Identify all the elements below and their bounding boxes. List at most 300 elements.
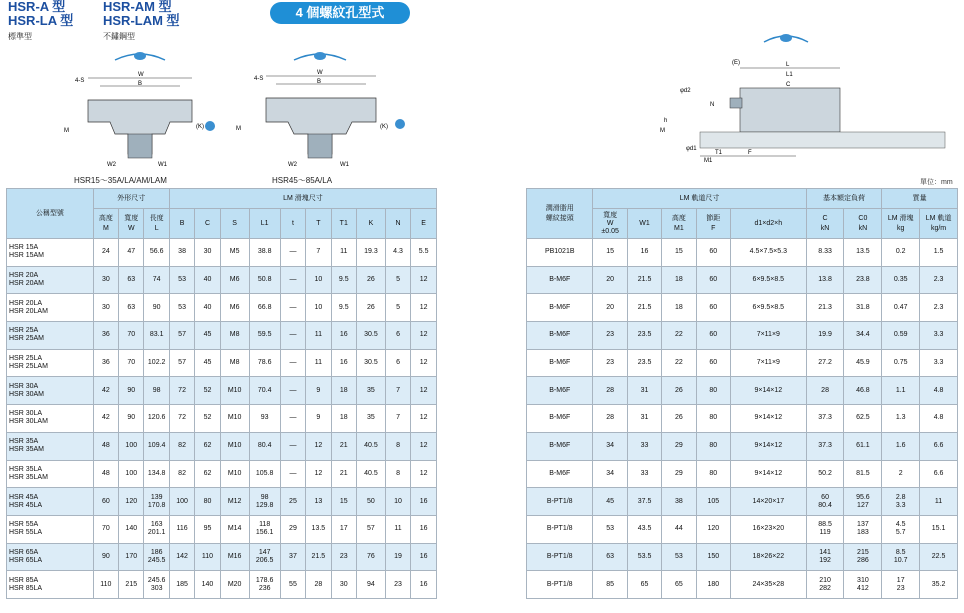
cell-e: 12 [411, 349, 437, 377]
cell-c0: 62.5 [844, 405, 882, 433]
cell-m1: 53 [662, 543, 696, 571]
cell-c0: 31.8 [844, 294, 882, 322]
cell-t1: 30 [331, 571, 356, 599]
cell-w1: 23.5 [627, 322, 661, 350]
left-spec-table [6, 188, 437, 599]
dim-label-n: N [710, 102, 715, 108]
cell-c: 52 [195, 377, 220, 405]
cell-k: 40.5 [356, 432, 385, 460]
dim-label-m: M [236, 126, 241, 132]
cell-model: HSR 35LA HSR 35LAM [7, 460, 94, 488]
cell-c0: 137 183 [844, 515, 882, 543]
cell-w: 85 [593, 571, 627, 599]
cell-t1: 21 [331, 432, 356, 460]
cell-c: 62 [195, 460, 220, 488]
cell-t: 11 [306, 322, 331, 350]
table-row [527, 432, 958, 460]
cell-grease: B-PT1/8 [527, 488, 593, 516]
cell-c: 37.3 [806, 405, 844, 433]
cell-e: 16 [411, 543, 437, 571]
cell-e: 5.5 [411, 239, 437, 267]
cell-block: 0.75 [882, 349, 920, 377]
cell-c0: 46.8 [844, 377, 882, 405]
cell-grease: B-PT1/8 [527, 515, 593, 543]
cell-model: HSR 85A HSR 85LA [7, 571, 94, 599]
cell-m1: 38 [662, 488, 696, 516]
cell-e: 12 [411, 266, 437, 294]
cell-block: 0.35 [882, 266, 920, 294]
cell-t1: 15 [331, 488, 356, 516]
cell-f: 80 [696, 460, 730, 488]
cell-w: 34 [593, 460, 627, 488]
cell-l: 163 201.1 [144, 515, 169, 543]
cell-w1: 53.5 [627, 543, 661, 571]
cell-l: 90 [144, 294, 169, 322]
cell-k: 26 [356, 294, 385, 322]
cell-l: 134.8 [144, 460, 169, 488]
cell-w1: 43.5 [627, 515, 661, 543]
cell-t: 9 [306, 377, 331, 405]
cell-m1: 29 [662, 432, 696, 460]
cell-railkg: 3.3 [920, 322, 958, 350]
cell-s: M10 [220, 405, 249, 433]
block-side-body [740, 88, 840, 132]
cell-n: 4.3 [385, 239, 410, 267]
dim-label-b: B [317, 79, 322, 85]
cell-l1: 98 129.8 [249, 488, 280, 516]
dim-label-k: (K) [380, 124, 388, 130]
cell-b: 53 [169, 266, 194, 294]
cell-n: 10 [385, 488, 410, 516]
cell-c0: 95.6 127 [844, 488, 882, 516]
cell-n: 5 [385, 266, 410, 294]
table-row [527, 515, 958, 543]
cell-d: 9×14×12 [730, 460, 806, 488]
table-row [7, 294, 437, 322]
cell-w: 47 [119, 239, 144, 267]
cell-c: 88.5 119 [806, 515, 844, 543]
block-drawing-large [232, 42, 412, 174]
cell-block: 8.5 10.7 [882, 543, 920, 571]
cell-e: 12 [411, 460, 437, 488]
rail-side [700, 132, 945, 148]
cell-w: 63 [593, 543, 627, 571]
cell-c0: 310 412 [844, 571, 882, 599]
cell-n: 6 [385, 349, 410, 377]
cell-c: 50.2 [806, 460, 844, 488]
cell-k: 57 [356, 515, 385, 543]
cell-d: 6×9.5×8.5 [730, 266, 806, 294]
dim-label-w2: W2 [107, 162, 116, 168]
cell-w1: 31 [627, 405, 661, 433]
cell-c0: 23.8 [844, 266, 882, 294]
table-row [7, 377, 437, 405]
cell-t1: 16 [331, 322, 356, 350]
cell-c: 37.3 [806, 432, 844, 460]
cell-l1: 80.4 [249, 432, 280, 460]
cell-w: 63 [119, 294, 144, 322]
cell-w: 20 [593, 266, 627, 294]
cell-l1: 66.8 [249, 294, 280, 322]
cell-b: 38 [169, 239, 194, 267]
dim-label-w: W [138, 72, 144, 78]
cell-f: 60 [696, 294, 730, 322]
cell-t: 28 [306, 571, 331, 599]
dim-label-w1: W1 [158, 162, 167, 168]
cell-l: 109.4 [144, 432, 169, 460]
rail-section [128, 134, 152, 158]
cell-model: HSR 65A HSR 65LA [7, 543, 94, 571]
col-m: 高度 M [93, 209, 118, 239]
cell-railkg: 35.2 [920, 571, 958, 599]
dim-label-w: W [317, 70, 323, 76]
cell-l: 98 [144, 377, 169, 405]
cell-c0: 215 286 [844, 543, 882, 571]
cell-c: 21.3 [806, 294, 844, 322]
cell-t: 12 [306, 432, 331, 460]
cell-s: M5 [220, 239, 249, 267]
cell-l1: 93 [249, 405, 280, 433]
moment-side-icon [395, 119, 405, 129]
cell-railkg: 15.1 [920, 515, 958, 543]
col-model: 公稱型號 [7, 189, 94, 239]
cell-n: 11 [385, 515, 410, 543]
cell-k: 35 [356, 405, 385, 433]
col-e: E [411, 209, 437, 239]
cell-railkg: 4.8 [920, 405, 958, 433]
cell-t1: 23 [331, 543, 356, 571]
cell-s: M10 [220, 460, 249, 488]
cell-b: 82 [169, 460, 194, 488]
cell-t: 37 [280, 543, 305, 571]
cell-w: 120 [119, 488, 144, 516]
cell-w: 63 [119, 266, 144, 294]
cell-f: 60 [696, 239, 730, 267]
col-f: 節距 F [696, 209, 730, 239]
cell-w: 140 [119, 515, 144, 543]
moment-side-icon [205, 121, 215, 131]
cell-c: 45 [195, 322, 220, 350]
cell-e: 12 [411, 432, 437, 460]
cell-m: 48 [93, 460, 118, 488]
cell-l: 74 [144, 266, 169, 294]
cell-w1: 23.5 [627, 349, 661, 377]
cell-m1: 26 [662, 377, 696, 405]
table-row [7, 515, 437, 543]
dim-label-b: B [138, 81, 143, 87]
table-row [7, 432, 437, 460]
table-row [7, 239, 437, 267]
cell-d: 16×23×20 [730, 515, 806, 543]
cell-t: — [280, 349, 305, 377]
cell-w: 15 [593, 239, 627, 267]
cell-model: HSR 25LA HSR 25LAM [7, 349, 94, 377]
cell-f: 80 [696, 432, 730, 460]
col-group-rail: LM 軌道尺寸 [593, 189, 806, 209]
unit-label: 單位：mm [920, 179, 953, 186]
cell-d: 18×26×22 [730, 543, 806, 571]
right-spec-table [526, 188, 958, 599]
cell-f: 105 [696, 488, 730, 516]
cell-k: 26 [356, 266, 385, 294]
cell-t: 25 [280, 488, 305, 516]
cell-railkg: 3.3 [920, 349, 958, 377]
model-title-lam: HSR-LAM 型 [103, 13, 180, 28]
cell-k: 50 [356, 488, 385, 516]
dim-label-k: (K) [196, 124, 204, 130]
table-row [527, 460, 958, 488]
model-subtitle-standard: 標準型 [8, 32, 32, 41]
dim-label-c: C [786, 82, 791, 88]
cell-w1: 33 [627, 460, 661, 488]
table-row [7, 488, 437, 516]
cell-f: 60 [696, 322, 730, 350]
cell-b: 100 [169, 488, 194, 516]
cell-s: M20 [220, 571, 249, 599]
cell-w: 100 [119, 460, 144, 488]
cell-t: 7 [306, 239, 331, 267]
cell-e: 12 [411, 294, 437, 322]
cell-t: — [280, 266, 305, 294]
cell-d: 9×14×12 [730, 405, 806, 433]
cell-c: 210 282 [806, 571, 844, 599]
table-row [7, 405, 437, 433]
col-grease-nipple: 潤滑脂用 螺紋接頭 [527, 189, 593, 239]
cell-grease: B-M6F [527, 460, 593, 488]
cell-k: 19.3 [356, 239, 385, 267]
cell-s: M16 [220, 543, 249, 571]
table-row [527, 294, 958, 322]
cell-t: — [280, 377, 305, 405]
col-l1: L1 [249, 209, 280, 239]
cell-c0: 61.1 [844, 432, 882, 460]
cell-c0: 13.5 [844, 239, 882, 267]
cell-t1: 16 [331, 349, 356, 377]
cell-t: 11 [306, 349, 331, 377]
cell-n: 5 [385, 294, 410, 322]
col-d: d1×d2×h [730, 209, 806, 239]
cell-t1: 9.5 [331, 294, 356, 322]
col-group-rating: 基本額定負荷 [806, 189, 882, 209]
block-drawing-small [60, 42, 220, 174]
cell-w1: 31 [627, 377, 661, 405]
cell-l1: 50.8 [249, 266, 280, 294]
cell-s: M10 [220, 432, 249, 460]
cell-grease: B-PT1/8 [527, 571, 593, 599]
cell-model: HSR 35A HSR 35AM [7, 432, 94, 460]
drawing-caption-large: HSR45～85A/LA [272, 176, 333, 185]
model-title-la: HSR-LA 型 [8, 13, 74, 28]
cell-grease: B-M6F [527, 349, 593, 377]
cell-c: 28 [806, 377, 844, 405]
cell-grease: B-M6F [527, 432, 593, 460]
cell-block: 0.47 [882, 294, 920, 322]
cell-f: 80 [696, 405, 730, 433]
cell-c: 140 [195, 571, 220, 599]
cell-w: 45 [593, 488, 627, 516]
cell-b: 116 [169, 515, 194, 543]
cell-t: 9 [306, 405, 331, 433]
cell-b: 185 [169, 571, 194, 599]
cell-c: 8.33 [806, 239, 844, 267]
col-w: 寬度 W [119, 209, 144, 239]
cell-b: 57 [169, 349, 194, 377]
cell-c: 80 [195, 488, 220, 516]
table-row [527, 488, 958, 516]
cell-b: 53 [169, 294, 194, 322]
cell-t: 13 [306, 488, 331, 516]
cell-c0: 45.9 [844, 349, 882, 377]
cell-t: 13.5 [306, 515, 331, 543]
grease-nipple [730, 98, 742, 108]
cell-w: 23 [593, 322, 627, 350]
cell-l1: 38.8 [249, 239, 280, 267]
cell-railkg: 6.6 [920, 432, 958, 460]
cell-m: 42 [93, 377, 118, 405]
col-c-rating: C kN [806, 209, 844, 239]
moment-icon [780, 34, 792, 42]
table-row [527, 266, 958, 294]
col-c0-rating: C0 kN [844, 209, 882, 239]
cell-c: 95 [195, 515, 220, 543]
cell-railkg: 2.3 [920, 266, 958, 294]
col-t1: T1 [331, 209, 356, 239]
cell-d: 7×11×9 [730, 322, 806, 350]
cell-t1: 21 [331, 460, 356, 488]
table-row [527, 571, 958, 599]
cell-l: 83.1 [144, 322, 169, 350]
cell-n: 7 [385, 405, 410, 433]
table-row [527, 543, 958, 571]
cell-w: 23 [593, 349, 627, 377]
cell-w: 70 [119, 349, 144, 377]
col-w1: W1 [627, 209, 661, 239]
cell-n: 19 [385, 543, 410, 571]
col-s: S [220, 209, 249, 239]
cell-c: 40 [195, 294, 220, 322]
cell-f: 180 [696, 571, 730, 599]
moment-icon [314, 52, 326, 60]
cell-t: 55 [280, 571, 305, 599]
table-row [7, 266, 437, 294]
cell-c: 52 [195, 405, 220, 433]
cell-c: 27.2 [806, 349, 844, 377]
cell-b: 72 [169, 377, 194, 405]
cell-t1: 17 [331, 515, 356, 543]
cell-m1: 18 [662, 294, 696, 322]
cell-s: M14 [220, 515, 249, 543]
cell-grease: B-M6F [527, 377, 593, 405]
cell-w1: 21.5 [627, 294, 661, 322]
table-row [7, 460, 437, 488]
cell-m1: 26 [662, 405, 696, 433]
cell-f: 150 [696, 543, 730, 571]
cell-m: 90 [93, 543, 118, 571]
cell-k: 94 [356, 571, 385, 599]
dim-label-d2: φd2 [680, 88, 691, 94]
cell-k: 35 [356, 377, 385, 405]
cell-d: 14×20×17 [730, 488, 806, 516]
table-row [7, 349, 437, 377]
model-subtitle-stainless: 不鏽鋼型 [103, 32, 135, 41]
cell-d: 9×14×12 [730, 377, 806, 405]
cell-t: 10 [306, 294, 331, 322]
cell-d: 9×14×12 [730, 432, 806, 460]
cell-block: 2.8 3.3 [882, 488, 920, 516]
cell-c: 141 192 [806, 543, 844, 571]
cell-e: 16 [411, 571, 437, 599]
cell-l: 102.2 [144, 349, 169, 377]
table-row [7, 543, 437, 571]
dim-label-m: M [660, 128, 665, 134]
cell-block: 1.1 [882, 377, 920, 405]
table-row [527, 377, 958, 405]
cell-k: 30.5 [356, 349, 385, 377]
cell-m1: 15 [662, 239, 696, 267]
cell-w1: 33 [627, 432, 661, 460]
cell-n: 6 [385, 322, 410, 350]
col-rail-mass: LM 軌道 kg/m [920, 209, 958, 239]
cell-t1: 9.5 [331, 266, 356, 294]
cell-grease: B-M6F [527, 294, 593, 322]
col-t: t [280, 209, 305, 239]
cell-m1: 22 [662, 349, 696, 377]
cell-c: 13.8 [806, 266, 844, 294]
cell-model: HSR 20A HSR 20AM [7, 266, 94, 294]
cell-l1: 105.8 [249, 460, 280, 488]
cell-d: 7×11×9 [730, 349, 806, 377]
cell-model: HSR 45A HSR 45LA [7, 488, 94, 516]
cell-w: 34 [593, 432, 627, 460]
cell-model: HSR 20LA HSR 20LAM [7, 294, 94, 322]
cell-d: 6×9.5×8.5 [730, 294, 806, 322]
cell-grease: B-PT1/8 [527, 543, 593, 571]
cell-railkg: 11 [920, 488, 958, 516]
drawing-caption-small: HSR15～35A/LA/AM/LAM [74, 176, 167, 185]
cell-c: 19.9 [806, 322, 844, 350]
cell-w: 28 [593, 377, 627, 405]
table-row [7, 322, 437, 350]
cell-m: 60 [93, 488, 118, 516]
cell-w1: 37.5 [627, 488, 661, 516]
col-block-mass: LM 滑塊 kg [882, 209, 920, 239]
col-group-outer: 外形尺寸 [93, 189, 169, 209]
cell-t: 10 [306, 266, 331, 294]
dim-label-4s: 4-S [254, 76, 264, 82]
cell-f: 60 [696, 266, 730, 294]
cell-d: 4.5×7.5×5.3 [730, 239, 806, 267]
cell-l1: 78.6 [249, 349, 280, 377]
cell-block: 0.59 [882, 322, 920, 350]
col-big-t: T [306, 209, 331, 239]
col-rail-w: 寬度 W ±0.05 [593, 209, 627, 239]
cell-grease: B-M6F [527, 405, 593, 433]
cell-block: 1.6 [882, 432, 920, 460]
table-row [527, 239, 958, 267]
cell-f: 80 [696, 377, 730, 405]
cell-f: 120 [696, 515, 730, 543]
cell-block: 0.2 [882, 239, 920, 267]
cell-s: M12 [220, 488, 249, 516]
cell-railkg: 22.5 [920, 543, 958, 571]
cell-k: 40.5 [356, 460, 385, 488]
col-b: B [169, 209, 194, 239]
cell-k: 76 [356, 543, 385, 571]
cell-n: 7 [385, 377, 410, 405]
cell-m1: 65 [662, 571, 696, 599]
cell-e: 12 [411, 377, 437, 405]
cell-railkg: 1.5 [920, 239, 958, 267]
